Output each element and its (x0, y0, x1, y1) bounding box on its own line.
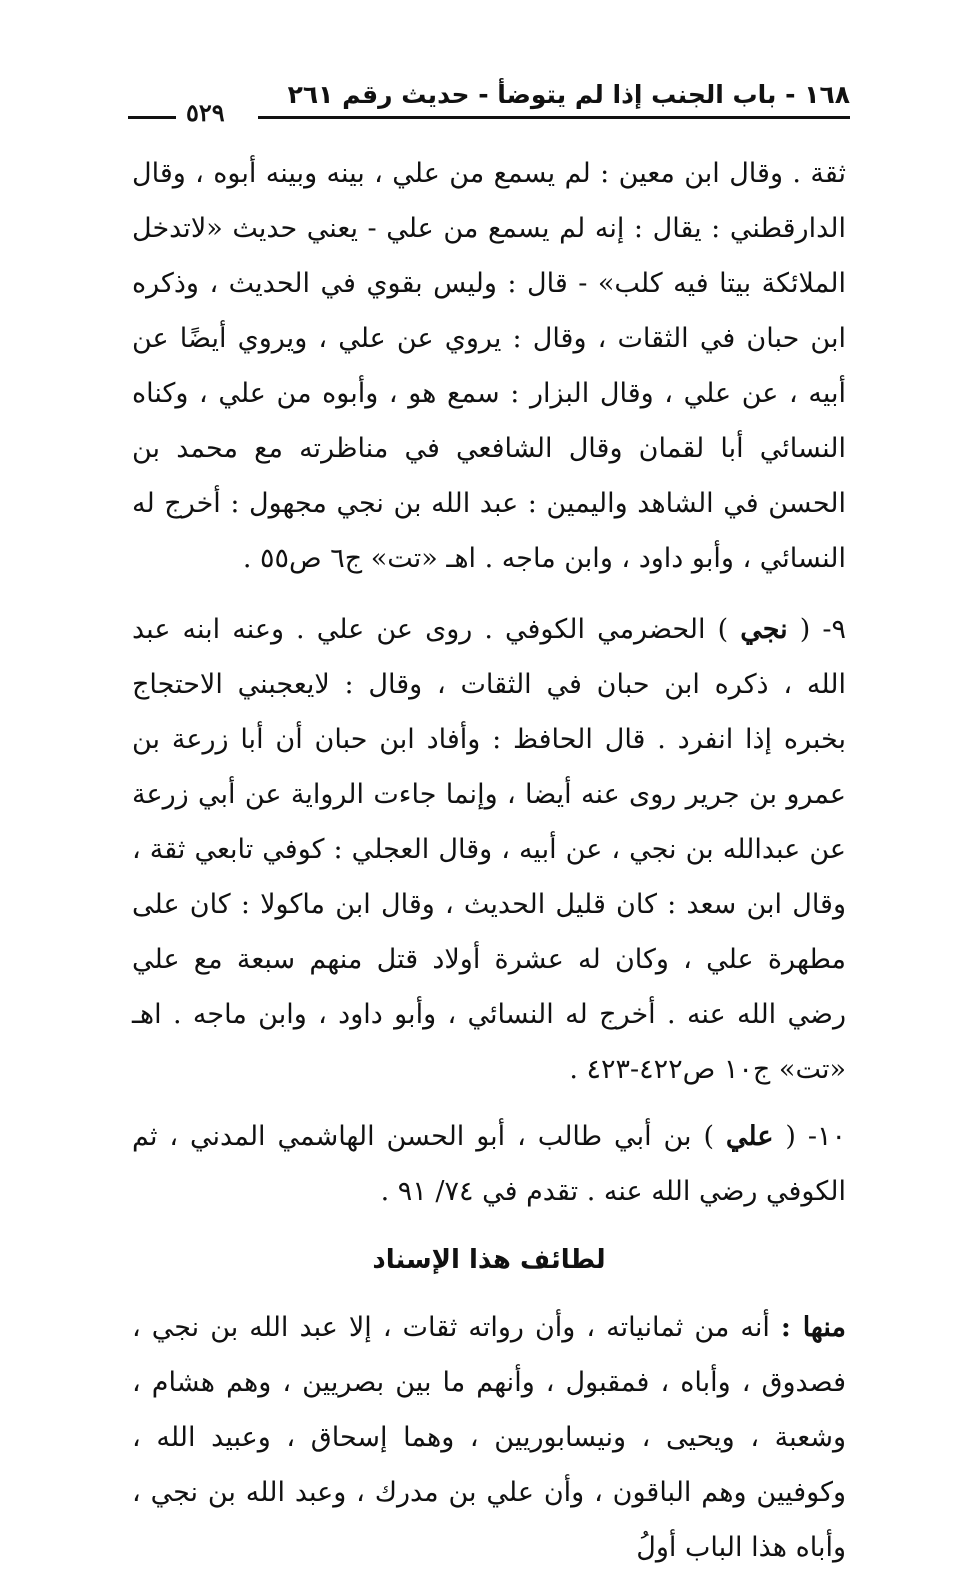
running-header (128, 78, 850, 127)
page-body (132, 146, 846, 1575)
header-rule (258, 116, 850, 119)
section-title: لطائف هذا الإسناد (372, 1245, 606, 1275)
entry-number: ٩- ( (799, 614, 846, 645)
entry-name: علي (725, 1121, 774, 1152)
paragraph-continuation: ثقة . وقال ابن معين : لم يسمع من علي ، بينه وبينه أبوه ، وقال الدارقطني : يقال : إنه لم يسمع من علي - يعني حديث «لاتدخل الملائكة بيتا فيه كلب» - قال : وليس بقوي في الحديث ، وذكره ابن حبان في الثقات ، وقال : يروي عن علي ، ويروي أيضًا عن أبيه ، عن علي ، وقال البزار : سمع هو ، وأبوه من علي ، وكناه النسائي أبا لقمان وقال الشافعي في مناظرته مع محمد بن الحسن في الشاهد واليمين : عبد الله بن نجي مجهول : أخرج له النسائي ، وأبو داود ، وابن ماجه . اهـ «تت» ج٦ ص٥٥ . (132, 158, 846, 574)
entry-number: ١٠- ( (785, 1121, 846, 1152)
header-left-rule (128, 116, 176, 119)
entry-text: ) بن أبي طالب ، أبو الحسن الهاشمي المدني ، ثم الكوفي رضي الله عنه . تقدم في ٧٤/ ٩١ . (132, 1121, 846, 1207)
paragraph-subtleties (132, 1300, 846, 1575)
lead-word: منها : (780, 1312, 846, 1343)
paragraph-entry-ali (132, 1109, 846, 1219)
paragraph-entry-najiy (132, 602, 846, 1097)
header-title: ١٦٨ - باب الجنب إذا لم يتوضأ - حديث رقم ٢٦١ (287, 80, 850, 109)
page-number: ٥٢٩ (186, 98, 225, 127)
entry-text: ) الحضرمي الكوفي . روى عن علي . وعنه ابنه عبد الله ، ذكره ابن حبان في الثقات ، وقال : لايعجبني الاحتجاج بخبره إذا انفرد . قال الحافظ : وأفاد ابن حبان أن أبا زرعة بن عمرو بن جرير روى عنه أيضا ، وإنما جاءت الرواية عن أبي زرعة عن عبدالله بن نجي ، عن أبيه ، وقال العجلي : كوفي تابعي ثقة ، وقال ابن سعد : كان قليل الحديث ، وقال ابن ماكولا : كان على مطهرة علي ، وكان له عشرة أولاد قتل منهم سبعة مع علي رضي الله عنه . أخرج له النسائي ، وأبو داود ، وابن ماجه . اهـ «تت» ج١٠ ص٤٢٢-٤٢٣ . (132, 614, 846, 1085)
entry-name: نجي (740, 614, 788, 645)
subtleties-text: أنه من ثمانياته ، وأن رواته ثقات ، إلا عبد الله بن نجي ، فصدوق ، وأباه ، فمقبول ، وأنهم ما بين بصريين ، وهم هشام ، وشعبة ، ويحيى ، ونيسابوريين ، وهما إسحاق ، وعبيد الله ، وكوفيين وهم الباقون ، وأن علي بن مدرك ، وعبد الله بن نجي ، وأباه هذا الباب أولُ (132, 1312, 846, 1563)
